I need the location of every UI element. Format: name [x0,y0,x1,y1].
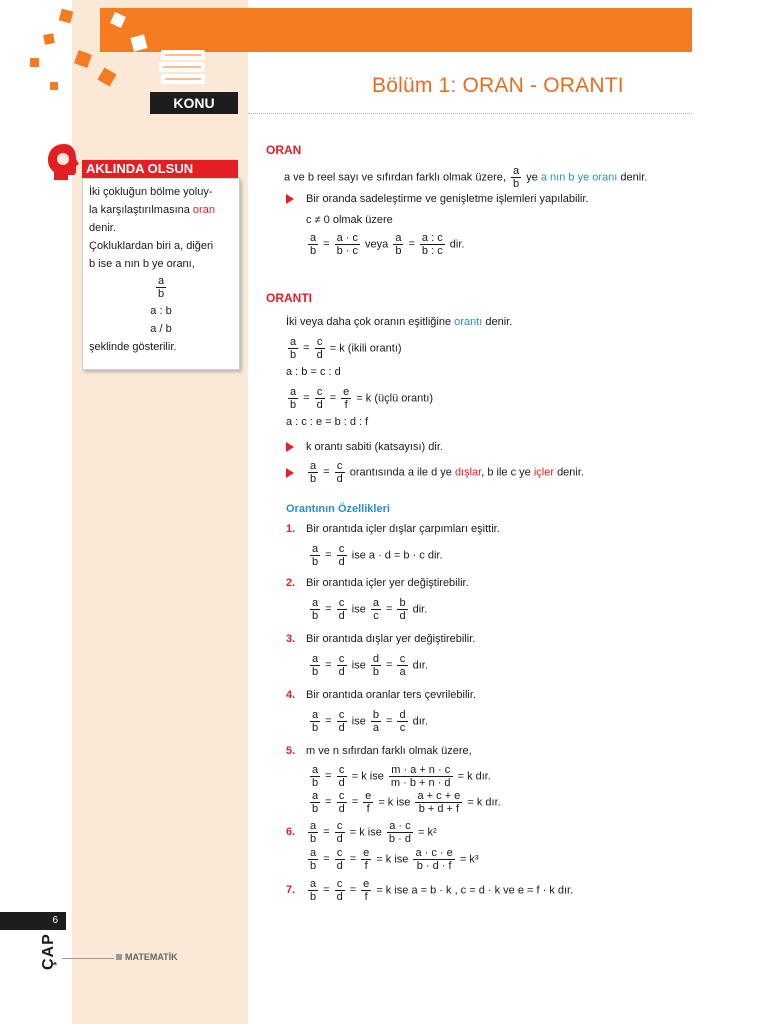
decor-square [50,82,58,90]
text: dir. [449,238,465,251]
bullet-arrow-icon [286,468,294,478]
ikili-oranti-formula: $\frac{a}{b}$ = $\frac{c}{d}$ = k (ikili orantı) [290,336,402,361]
text: veya [365,238,389,251]
numerator: a · c [336,232,358,244]
numerator: a · c · e [415,847,453,859]
oran-condition: c ≠ 0 olmak üzere [306,214,393,226]
highlight-term: a nın b ye oranı [540,171,618,184]
numerator: a [513,165,520,177]
numerator: a + c + e [417,790,461,802]
properties-heading: Orantının Özellikleri [286,503,390,515]
note-line: şeklinde gösterilir. [89,341,177,353]
text: ise [351,659,366,672]
property-text: Bir orantıda içler dışlar çarpımları eşittir. [306,523,500,535]
property-7-formula: 7. $\frac{a}{b}$ = $\frac{c}{d}$ = $\frac{e}{f}$ = k ise a = b · k , c = d · k ve e = f · k dır. [286,878,574,903]
text: ye [526,171,538,184]
property-number: 6. [286,826,296,839]
page-title: Bölüm 1: ORAN - ORANTI [372,74,624,97]
text: dır. [412,659,428,672]
property-4-formula: $\frac{a}{b}$ = $\frac{c}{d}$ ise $\frac{b}{a}$ = $\frac{d}{c}$ dır. [312,709,428,734]
note-fraction [83,275,239,300]
text: denir. [557,466,584,479]
property-text: Bir orantıda içler yer değiştirebilir. [306,577,469,589]
highlight-term: dışlar [454,466,482,479]
highlight-term: orantı [454,316,483,328]
text: = k (ikili orantı) [329,342,402,355]
property-3-formula: $\frac{a}{b}$ = $\frac{c}{d}$ ise $\frac{d}{b}$ = $\frac{c}{a}$ dır. [312,653,428,678]
text: = k² [418,826,437,839]
note-line: denir. [89,222,116,234]
text: ise a · d = b · c dir. [351,549,443,562]
numerator: a [310,232,317,244]
text: , b ile c ye [481,466,531,479]
footer-subject [116,952,178,962]
note-text: la karşılaştırılmasına [89,204,193,216]
property-number: 5. [286,745,296,757]
note-highlight: oran [192,204,215,216]
text: İki veya daha çok oranın eşitliğine [286,316,452,328]
note-title: AKLINDA OLSUN [86,161,194,176]
denominator: b : c [421,245,443,257]
text: = k dır. [457,770,491,783]
numerator: a [395,232,402,244]
books-icon [157,48,209,90]
property-4 [286,689,476,701]
note-line: İki çokluğun bölme yoluy- [89,186,213,198]
note-line: b ise a nın b ye oranı, [89,258,195,270]
property-5 [286,745,472,757]
numerator: a [157,275,165,287]
text: dir. [412,603,428,616]
property-1-formula: $\frac{a}{b}$ = $\frac{c}{d}$ ise a · d = b · c dir. [312,543,443,568]
note-header [82,160,238,178]
square-icon [116,954,122,960]
head-profile-icon [46,142,82,182]
text: = k ise [351,770,384,783]
text: a ve b reel sayı ve sıfırdan farklı olmak üzere, [284,171,506,184]
text: orantısında a ile d ye [349,466,452,479]
bullet-text: k orantı sabiti (katsayısı) dir. [306,441,443,453]
numerator: m · a + n · c [389,764,453,777]
property-number: 3. [286,633,296,645]
property-2 [286,577,469,589]
property-6-formula-2: $\frac{a}{b}$ = $\frac{c}{d}$ = $\frac{e}{f}$ = k ise $\frac{a \cdot c \cdot e}{b \cdot d \cdot f}$ = k³ [310,847,479,872]
denominator: b [157,288,165,300]
property-number: 7. [286,884,296,897]
oran-expand-formula: $\frac{a}{b}$ = $\frac{a \cdot c}{b \cdot c}$ veya $\frac{a}{b}$ = $\frac{a : c}{b : c}$ dir. [310,232,465,257]
footer-divider [62,958,114,959]
text: dır. [412,715,428,728]
text: = k ise a = b · k , c = d · k ve e = f · k dır. [376,884,574,897]
denominator: m · b + n · d [390,777,451,789]
text: = k ise [349,826,382,839]
bullet-arrow-icon [286,442,294,452]
text: denir. [620,171,648,184]
denominator: b · d [388,833,411,845]
header-bar [248,8,692,52]
denominator: b [513,178,520,190]
denominator: b [395,245,402,257]
oranti-colon-form: a : b = c : d [286,366,341,378]
oran-definition [284,165,647,190]
bullet-arrow-icon [286,194,294,204]
denominator: b · d · f [416,860,452,872]
property-6-formula-1: 6. $\frac{a}{b}$ = $\frac{c}{d}$ = k ise $\frac{a \cdot c}{b \cdot d}$ = k² [286,820,437,845]
text: denir. [485,316,513,328]
uclu-colon-form: a : c : e = b : d : f [286,416,369,428]
section-heading-oran: ORAN [266,143,302,157]
note-line [83,201,239,219]
page-number: 6 [0,912,66,930]
property-text: m ve n sıfırdan farklı olmak üzere, [306,745,472,757]
property-number: 4. [286,689,296,701]
numerator: a · c [387,820,413,833]
section-heading-oranti: ORANTI [266,291,312,305]
decor-square [30,58,39,67]
oran-bullet [286,193,588,205]
subject-label: MATEMATİK [125,952,178,962]
topic-badge-label: KONU [173,95,215,111]
property-1 [286,523,500,535]
property-text: Bir orantıda oranlar ters çevrilebilir. [306,689,476,701]
numerator: a : c [421,232,443,244]
text: ise [351,603,366,616]
property-5-formula-2: $\frac{a}{b}$ = $\frac{c}{d}$ = $\frac{e}{f}$ = k ise $\frac{a + c + e}{b + d + f}$ = k dır. [312,790,501,815]
property-2-formula: $\frac{a}{b}$ = $\frac{c}{d}$ ise $\frac{a}{c}$ = $\frac{b}{d}$ dir. [312,597,428,622]
text: = k dır. [467,796,501,809]
oranti-bullet [286,441,443,453]
property-number: 1. [286,523,296,535]
topic-badge [150,92,238,114]
property-3 [286,633,475,645]
highlight-term: içler [533,466,554,479]
oranti-definition [286,316,512,328]
denominator: b + d + f [418,803,460,815]
title-divider [248,113,692,114]
denominator: b · c [336,245,358,257]
decor-square [43,33,55,45]
note-box [82,178,240,370]
text: = k ise [378,796,411,809]
uclu-oranti-formula: $\frac{a}{b}$ = $\frac{c}{d}$ = $\frac{e}{f}$ = k (üçlü orantı) [290,386,434,411]
note-form: a / b [150,323,172,335]
note-form: a : b [150,305,172,317]
text: ise [351,715,366,728]
property-5-formula-1: $\frac{a}{b}$ = $\frac{c}{d}$ = k ise $\frac{m \cdot a + n \cdot c}{m \cdot b + n \cdot d}$ = k dır. [312,764,491,789]
bullet-text: Bir oranda sadeleştirme ve genişletme işlemleri yapılabilir. [306,193,589,205]
text: = k (üçlü orantı) [356,392,434,405]
property-text: Bir orantıda dışlar yer değiştirebilir. [306,633,476,645]
brand-logo: ÇAP [40,933,57,970]
property-number: 2. [286,577,296,589]
note-line: Çokluklardan biri a, diğeri [89,240,214,252]
text: = k³ [459,853,479,866]
text: = k ise [376,853,409,866]
denominator: b [310,245,317,257]
oranti-bullet: $\frac{a}{b}$ = $\frac{c}{d}$ orantısında a ile d ye dışlar, b ile c ye içler denir. [286,460,584,485]
